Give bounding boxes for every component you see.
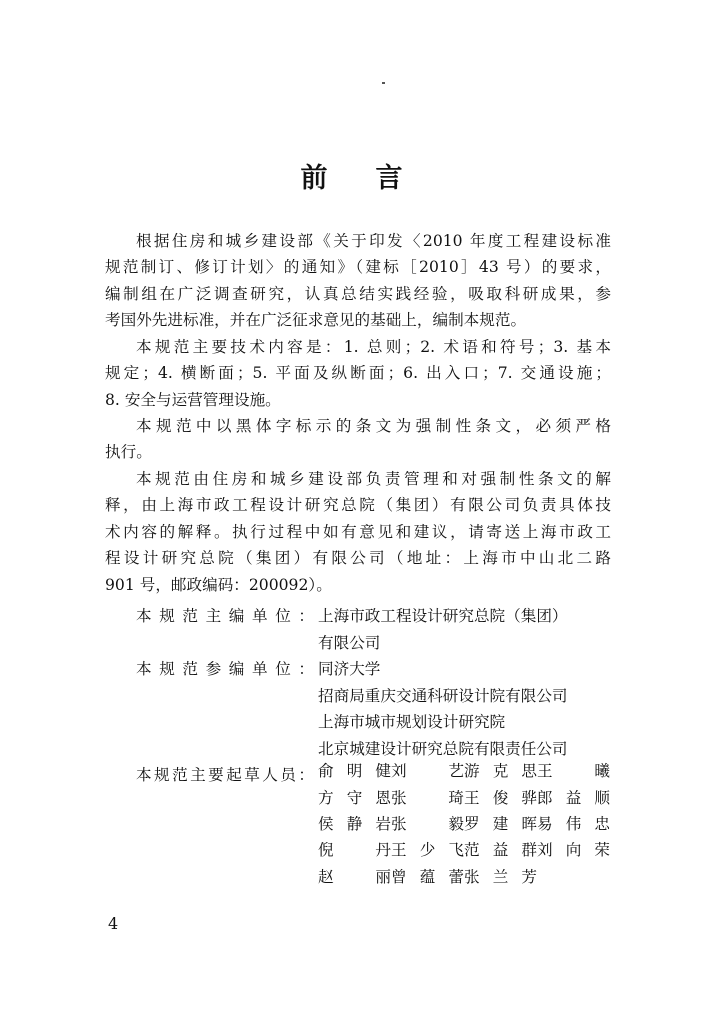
- drafter-name: 刘 艺: [391, 762, 464, 781]
- drafters-label: 本规范主要起草人员：: [136, 766, 314, 784]
- chief-unit-line: 有限公司: [318, 634, 381, 652]
- drafters-row: [318, 863, 610, 889]
- title-char-1: 前: [300, 163, 328, 194]
- chief-unit-line: 上海市政工程设计研究总院（集团）: [318, 607, 568, 625]
- paragraph-line: 本规范中以黑体字标示的条文为强制性条文，必须严格: [136, 417, 611, 435]
- paragraph-4: [105, 466, 611, 598]
- paragraph-line: 本规范主要技术内容是：1. 总则；2. 术语和符号；3. 基本: [136, 338, 611, 356]
- drafter-name: 赵 丽: [318, 867, 391, 886]
- drafter-name: 张兰芳: [464, 867, 537, 886]
- paragraph-line: 规范制订、修订计划〉的通知》（建标［2010］43 号）的要求，: [105, 258, 611, 277]
- drafter-name: 曾蕴蕾: [391, 867, 464, 886]
- drafter-name: 方守恩: [318, 788, 391, 807]
- participating-units-label: 本规范参编单位：: [136, 660, 314, 678]
- chief-unit-label: 本规范主编单位：: [136, 607, 314, 625]
- drafter-name: 郎益顺: [537, 788, 610, 807]
- paragraph-line: 编制组在广泛调查研究，认真总结实践经验，吸取科研成果，参: [105, 284, 611, 303]
- drafter-name: 刘向荣: [537, 841, 610, 860]
- drafter-name: 王 曦: [537, 762, 610, 781]
- paragraph-2: [105, 334, 611, 413]
- drafter-name: 游克思: [464, 762, 537, 781]
- drafters-list: [318, 757, 610, 889]
- drafter-name: 侯静岩: [318, 814, 391, 833]
- participating-unit: 同济大学: [318, 660, 381, 678]
- drafter-name: 王少飞: [391, 841, 464, 860]
- paragraph-line: 8. 安全与运营管理设施。: [105, 390, 281, 409]
- drafter-name: 罗建晖: [464, 814, 537, 833]
- participating-unit: 上海市城市规划设计研究院: [318, 713, 506, 731]
- drafter-name: 范益群: [464, 841, 537, 860]
- drafter-name: 张 毅: [391, 814, 464, 833]
- paragraph-line: 规定；4. 横断面；5. 平面及纵断面；6. 出入口；7. 交通设施；: [105, 364, 611, 383]
- participating-unit: 北京城建设计研究总院有限责任公司: [318, 740, 568, 758]
- paragraph-3: [105, 413, 611, 466]
- paragraph-line: 术内容的解释。执行过程中如有意见和建议，请寄送上海市政工: [105, 522, 611, 541]
- drafter-name: 王俊骅: [464, 788, 537, 807]
- paragraph-line: 本规范由住房和城乡建设部负责管理和对强制性条文的解: [136, 470, 611, 488]
- paragraph-1: [105, 228, 611, 334]
- page-title: [0, 156, 703, 195]
- paragraph-line: 考国外先进标准，并在广泛征求意见的基础上，编制本规范。: [105, 311, 527, 330]
- drafter-name: 俞明健: [318, 762, 391, 781]
- paragraph-line: 根据住房和城乡建设部《关于印发〈2010 年度工程建设标准: [136, 232, 611, 250]
- drafter-name: 张 琦: [391, 788, 464, 807]
- title-char-2: 言: [375, 163, 403, 194]
- page-number: 4: [108, 914, 119, 933]
- drafters-row: [318, 810, 610, 836]
- drafters-row: [318, 836, 610, 862]
- paragraph-line: 901 号，邮政编码：200092）。: [105, 575, 332, 594]
- scan-speck: [382, 82, 385, 84]
- drafter-name: 易伟忠: [537, 814, 610, 833]
- paragraph-line: 执行。: [105, 443, 152, 462]
- paragraph-line: 程设计研究总院（集团）有限公司（地址：上海市中山北二路: [105, 549, 611, 568]
- paragraph-line: 释，由上海市政工程设计研究总院（集团）有限公司负责具体技: [105, 496, 611, 515]
- drafters-row: [318, 783, 610, 809]
- drafter-name: 倪 丹: [318, 841, 391, 860]
- drafters-row: [318, 757, 610, 783]
- participating-unit: 招商局重庆交通科研设计院有限公司: [318, 687, 568, 705]
